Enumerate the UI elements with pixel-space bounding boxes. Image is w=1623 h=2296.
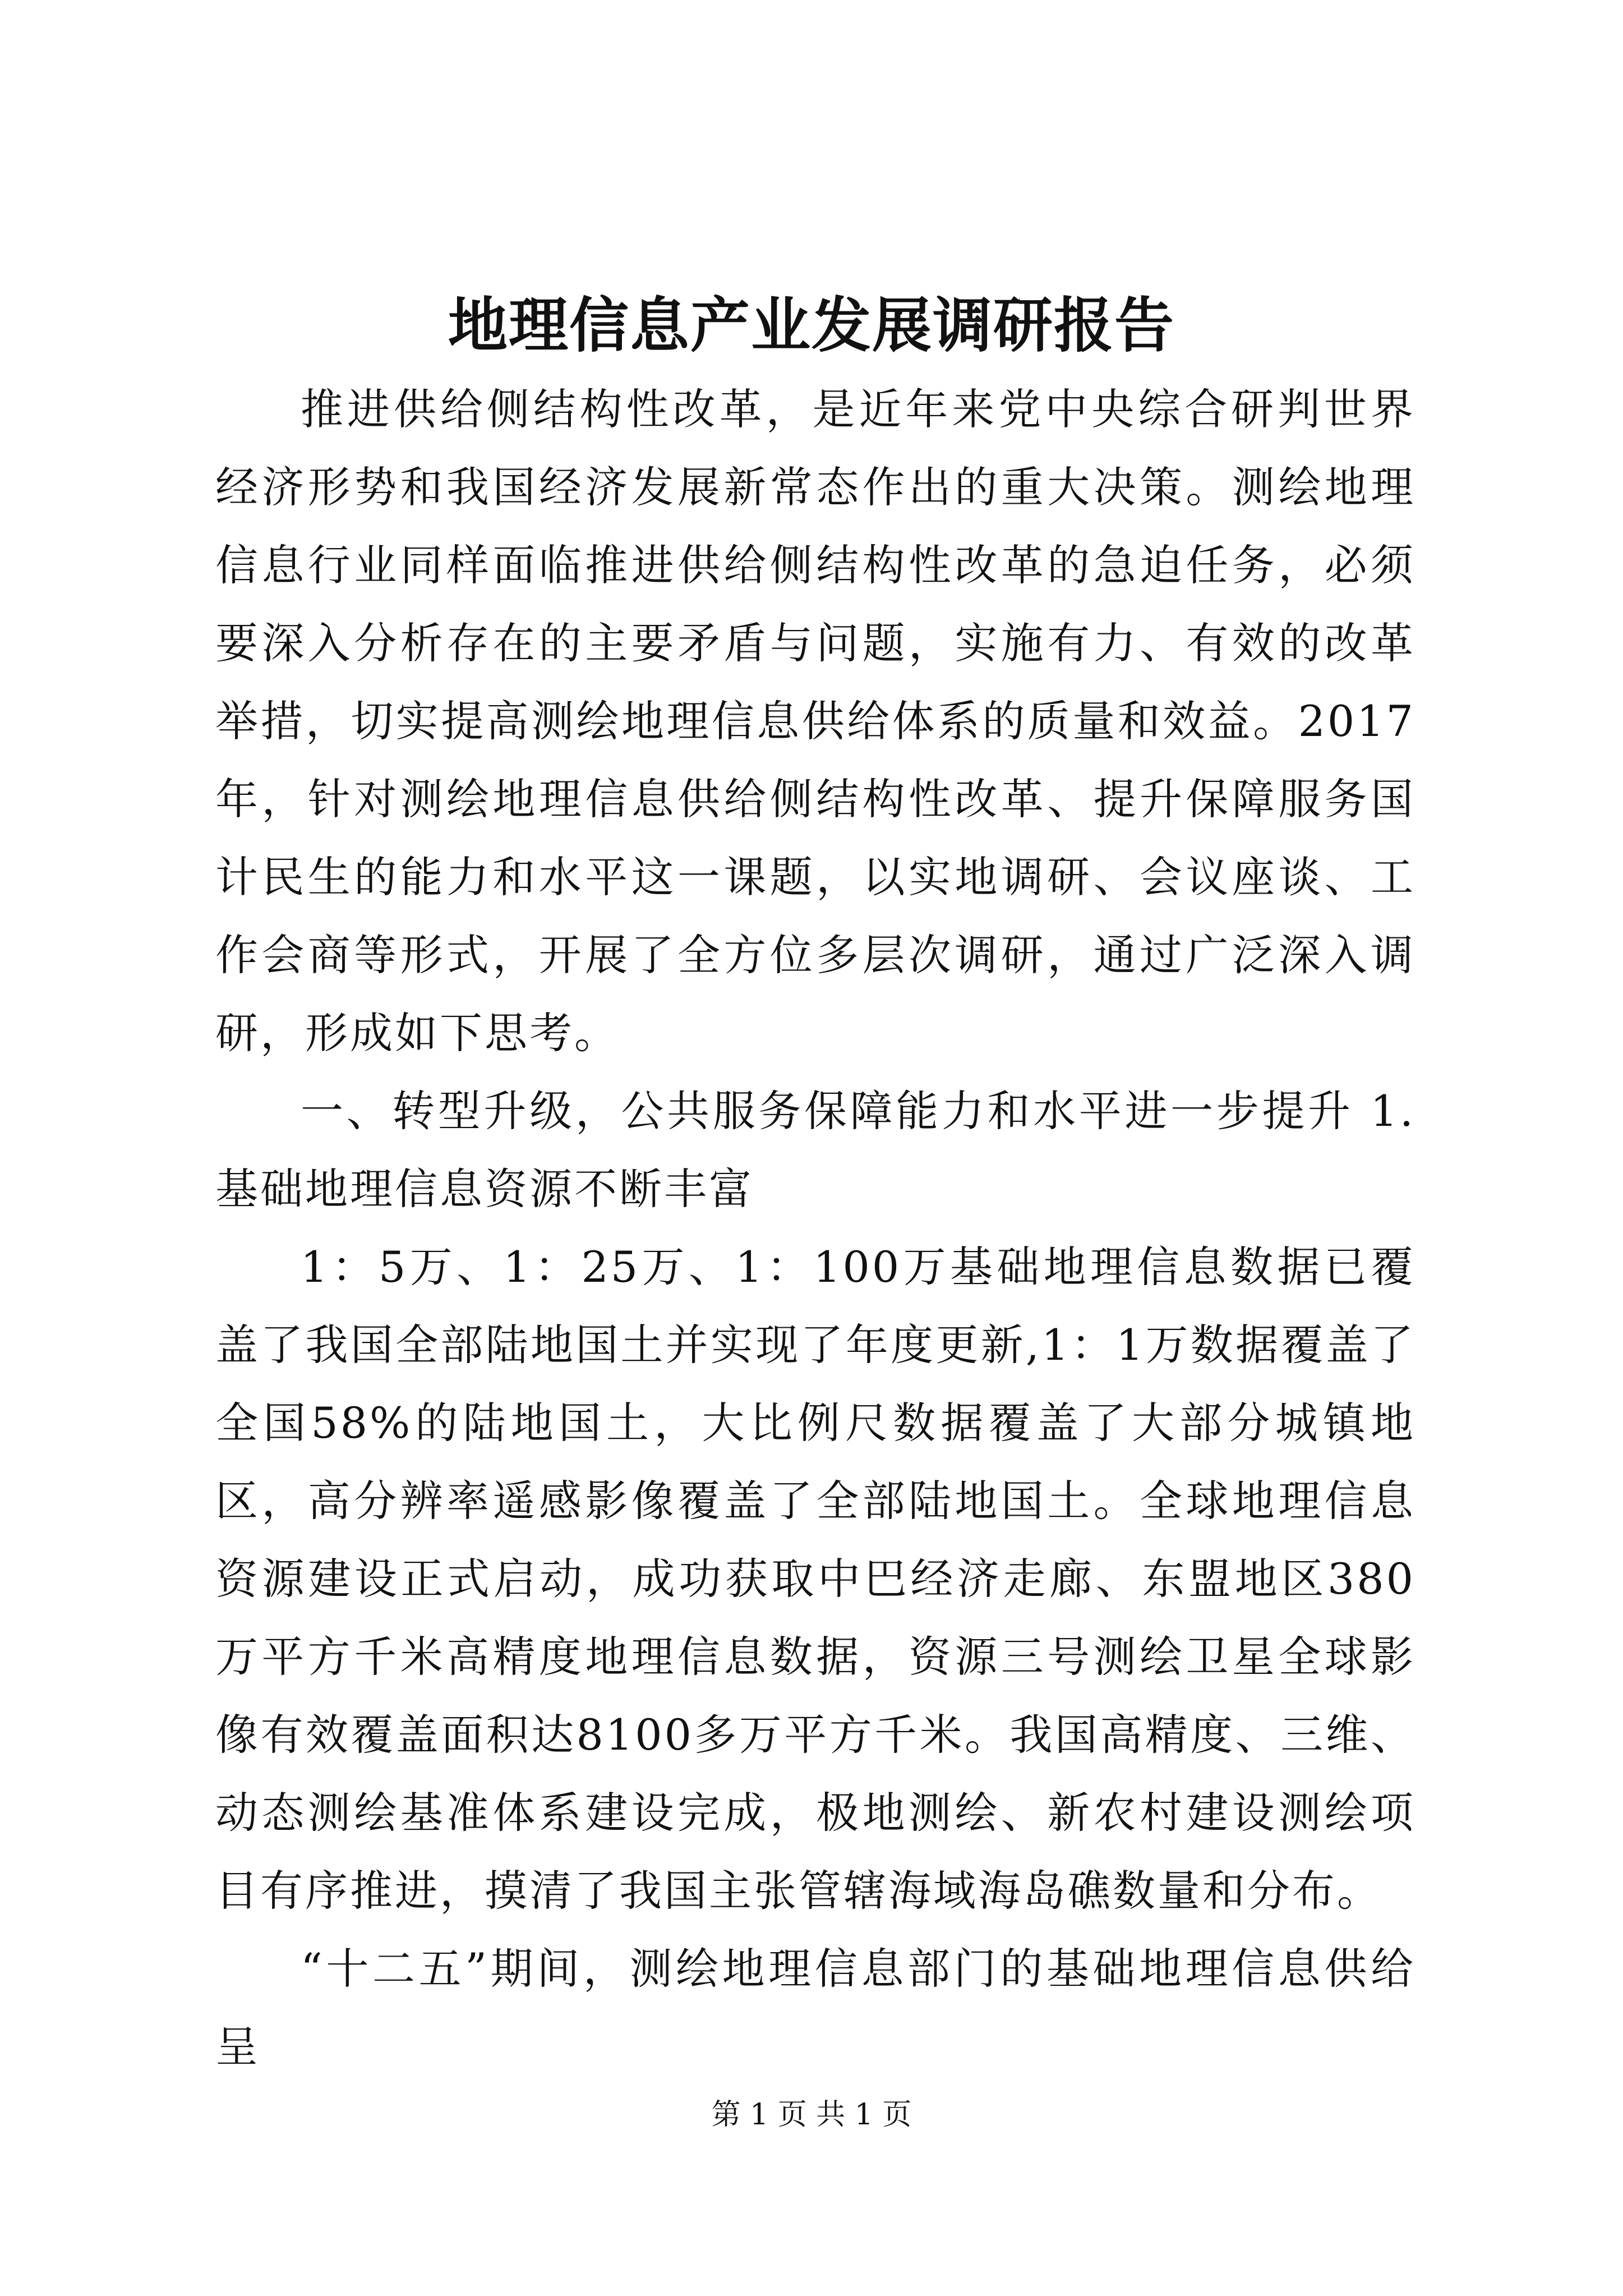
page-footer: 第 1 页 共 1 页	[711, 2098, 912, 2132]
paragraph-twelfth-five-year: “十二五”期间，测绘地理信息部门的基础地理信息供给呈	[215, 1944, 1415, 2072]
document-body	[215, 370, 1415, 2086]
document-title: 地理信息产业发展调研报告	[448, 290, 1175, 360]
paragraph-data-coverage: 1：5万、1：25万、1：100万基础地理信息数据已覆盖了我国全部陆地国土并实现了年度更新,1：1万数据覆盖了全国58%的陆地国土，大比例尺数据覆盖了大部分城镇地区，高分辨率遥感影像覆盖了全部陆地国土。全球地理信息资源建设正式启动，成功获取中巴经济走廊、东盟地区380万平方千米高精度地理信息数据，资源三号测绘卫星全球影像有效覆盖面积达8100多万平方千米。我国高精度、三维、动态测绘基准体系建设完成，极地测绘、新农村建设测绘项目有序推进，摸清了我国主张管辖海域海岛礁数量和分布。	[215, 1242, 1415, 1916]
paragraph-intro: 推进供给侧结构性改革，是近年来党中央综合研判世界经济形势和我国经济发展新常态作出的重大决策。测绘地理信息行业同样面临推进供给侧结构性改革的急迫任务，必须要深入分析存在的主要矛盾与问题，实施有力、有效的改革举措，切实提高测绘地理信息供给体系的质量和效益。2017年，针对测绘地理信息供给侧结构性改革、提升保障服务国计民生的能力和水平这一课题，以实地调研、会议座谈、工作会商等形式，开展了全方位多层次调研，通过广泛深入调研，形成如下思考。	[215, 384, 1415, 1058]
paragraph-section-heading: 一、转型升级，公共服务保障能力和水平进一步提升 1.基础地理信息资源不断丰富	[215, 1086, 1415, 1214]
